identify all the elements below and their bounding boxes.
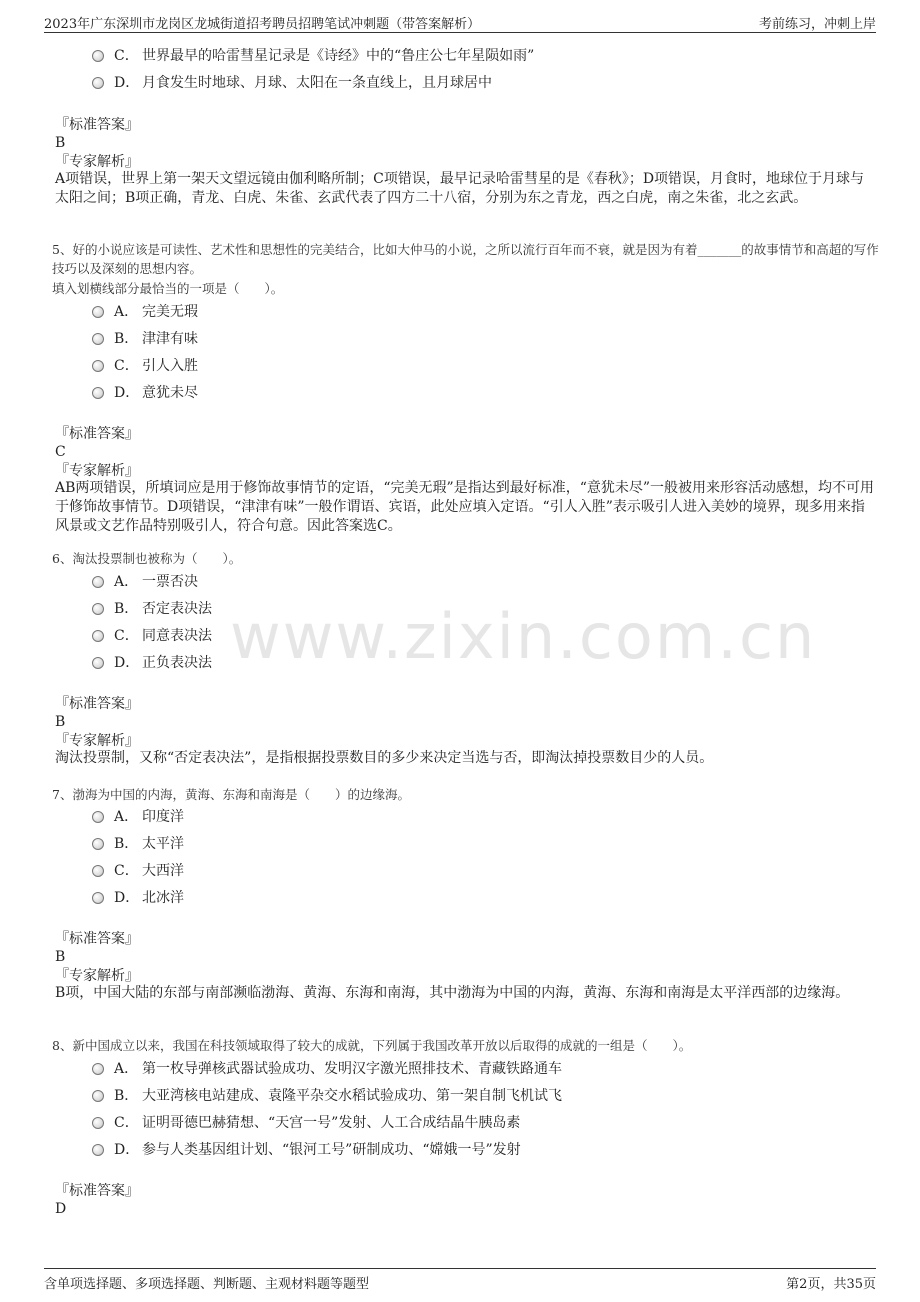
header-slogan: 考前练习，冲刺上岸 bbox=[758, 17, 876, 32]
radio-icon[interactable] bbox=[92, 576, 104, 588]
page-header bbox=[44, 10, 876, 33]
radio-icon[interactable] bbox=[92, 1117, 104, 1129]
option-label: C． bbox=[114, 48, 139, 64]
option-text: 引人入胜 bbox=[142, 358, 198, 374]
radio-icon[interactable] bbox=[92, 1063, 104, 1075]
answer-heading: 『标准答案』 bbox=[55, 931, 139, 947]
radio-icon[interactable] bbox=[92, 865, 104, 877]
option-text: 月食发生时地球、月球、太阳在一条直线上，且月球居中 bbox=[142, 75, 492, 91]
option-label: C． bbox=[114, 863, 139, 879]
option-text: 印度洋 bbox=[142, 809, 184, 825]
q6-answer: B bbox=[55, 714, 66, 730]
answer-heading: 『标准答案』 bbox=[55, 426, 139, 442]
radio-icon[interactable] bbox=[92, 333, 104, 345]
option-text: 一票否决 bbox=[142, 574, 198, 590]
option-label: B． bbox=[114, 836, 139, 852]
analysis-heading: 『专家解析』 bbox=[55, 733, 139, 749]
q8-answer: D bbox=[55, 1201, 67, 1217]
page-number: 第2页，共35页 bbox=[786, 1277, 876, 1292]
option-text: 证明哥德巴赫猜想、“天宫一号”发射、人工合成结晶牛胰岛素 bbox=[142, 1115, 521, 1131]
option-label: C． bbox=[114, 358, 139, 374]
option-label: B． bbox=[114, 601, 139, 617]
radio-icon[interactable] bbox=[92, 1144, 104, 1156]
option-label: A． bbox=[114, 1061, 139, 1077]
option-text: 同意表决法 bbox=[142, 628, 212, 644]
option-label: C． bbox=[114, 1115, 139, 1131]
watermark: www.zixin.com.cn bbox=[230, 600, 817, 673]
option-label: A． bbox=[114, 574, 139, 590]
option-text: 太平洋 bbox=[142, 836, 184, 852]
q6-question: 6、淘汰投票制也被称为（ ）。 bbox=[52, 551, 242, 566]
radio-icon[interactable] bbox=[92, 306, 104, 318]
footer-note: 含单项选择题、多项选择题、判断题、主观材料题等题型 bbox=[44, 1277, 370, 1292]
analysis-heading: 『专家解析』 bbox=[55, 968, 139, 984]
option-label: B． bbox=[114, 1088, 139, 1104]
q6-analysis: 淘汰投票制，又称“否定表决法”，是指根据投票数目的多少来决定当选与否，即淘汰掉投票数目少的人员。 bbox=[55, 750, 714, 766]
q4-analysis: A项错误，世界上第一架天文望远镜由伽利略所制；C项错误，最早记录哈雷彗星的是《春秋》；D项错误，月食时，地球位于月球与太阳之间；B项正确，青龙、白虎、朱雀、玄武代表了四方二十八宿，分别为东之青龙，西之白虎，南之朱雀，北之玄武。 bbox=[55, 171, 865, 206]
analysis-heading: 『专家解析』 bbox=[55, 154, 139, 170]
radio-icon[interactable] bbox=[92, 603, 104, 615]
option-text: 正负表决法 bbox=[142, 655, 212, 671]
option-text: 大西洋 bbox=[142, 863, 184, 879]
q7-question: 7、渤海为中国的内海，黄海、东海和南海是（ ）的边缘海。 bbox=[52, 787, 410, 802]
radio-icon[interactable] bbox=[92, 657, 104, 669]
analysis-heading: 『专家解析』 bbox=[55, 463, 139, 479]
option-text: 否定表决法 bbox=[142, 601, 212, 617]
option-label: D． bbox=[114, 890, 140, 906]
q4-answer: B bbox=[55, 135, 66, 151]
option-label: D． bbox=[114, 655, 140, 671]
option-text: 第一枚导弹核武器试验成功、发明汉字激光照排技术、青藏铁路通车 bbox=[142, 1061, 562, 1077]
q5-question-prompt: 填入划横线部分最恰当的一项是（ ）。 bbox=[52, 281, 284, 296]
option-label: D． bbox=[114, 1142, 140, 1158]
option-text: 完美无瑕 bbox=[142, 304, 198, 320]
q8-question: 8、新中国成立以来，我国在科技领域取得了较大的成就，下列属于我国改革开放以后取得的成就的一组是（ ）。 bbox=[52, 1038, 692, 1053]
radio-icon[interactable] bbox=[92, 1090, 104, 1102]
answer-heading: 『标准答案』 bbox=[55, 696, 139, 712]
radio-icon[interactable] bbox=[92, 811, 104, 823]
option-text: 世界最早的哈雷彗星记录是《诗经》中的“鲁庄公七年星陨如雨” bbox=[142, 48, 535, 64]
radio-icon[interactable] bbox=[92, 630, 104, 642]
q7-analysis: B项，中国大陆的东部与南部濒临渤海、黄海、东海和南海，其中渤海为中国的内海，黄海、东海和南海是太平洋西部的边缘海。 bbox=[55, 985, 850, 1001]
radio-icon[interactable] bbox=[92, 50, 104, 62]
option-label: D． bbox=[114, 385, 140, 401]
header-title: 2023年广东深圳市龙岗区龙城街道招考聘员招聘笔试冲刺题（带答案解析） bbox=[44, 17, 481, 32]
option-label: C． bbox=[114, 628, 139, 644]
radio-icon[interactable] bbox=[92, 892, 104, 904]
q7-answer: B bbox=[55, 949, 66, 965]
q5-answer: C bbox=[55, 444, 66, 460]
option-text: 参与人类基因组计划、“银河工号”研制成功、“嫦娥一号”发射 bbox=[142, 1142, 521, 1158]
option-text: 大亚湾核电站建成、袁隆平杂交水稻试验成功、第一架自制飞机试飞 bbox=[142, 1088, 562, 1104]
option-label: A． bbox=[114, 809, 139, 825]
option-label: A． bbox=[114, 304, 139, 320]
option-label: D． bbox=[114, 75, 140, 91]
answer-heading: 『标准答案』 bbox=[55, 1183, 139, 1199]
radio-icon[interactable] bbox=[92, 838, 104, 850]
option-text: 北冰洋 bbox=[142, 890, 184, 906]
page-footer bbox=[44, 1268, 876, 1293]
radio-icon[interactable] bbox=[92, 77, 104, 89]
answer-heading: 『标准答案』 bbox=[55, 117, 139, 133]
radio-icon[interactable] bbox=[92, 387, 104, 399]
option-label: B． bbox=[114, 331, 139, 347]
radio-icon[interactable] bbox=[92, 360, 104, 372]
option-text: 津津有味 bbox=[142, 331, 198, 347]
q5-analysis: AB两项错误，所填词应是用于修饰故事情节的定语，“完美无瑕”是指达到最好标准，“意犹未尽”一般被用来形容活动感想，均不可用于修饰故事情节。D项错误，“津津有味”一般作谓语、宾语，此处应填入定语。“引人入胜”表示吸引人进入美妙的境界，现多用来指风景或文艺作品特别吸引人，符合句意。因此答案选C。 bbox=[55, 480, 875, 534]
option-text: 意犹未尽 bbox=[142, 385, 198, 401]
q5-question: 5、好的小说应该是可读性、艺术性和思想性的完美结合，比如大仲马的小说，之所以流行百年而不衰，就是因为有着_______的故事情节和高超的写作技巧以及深刻的思想内容。 bbox=[52, 242, 879, 276]
